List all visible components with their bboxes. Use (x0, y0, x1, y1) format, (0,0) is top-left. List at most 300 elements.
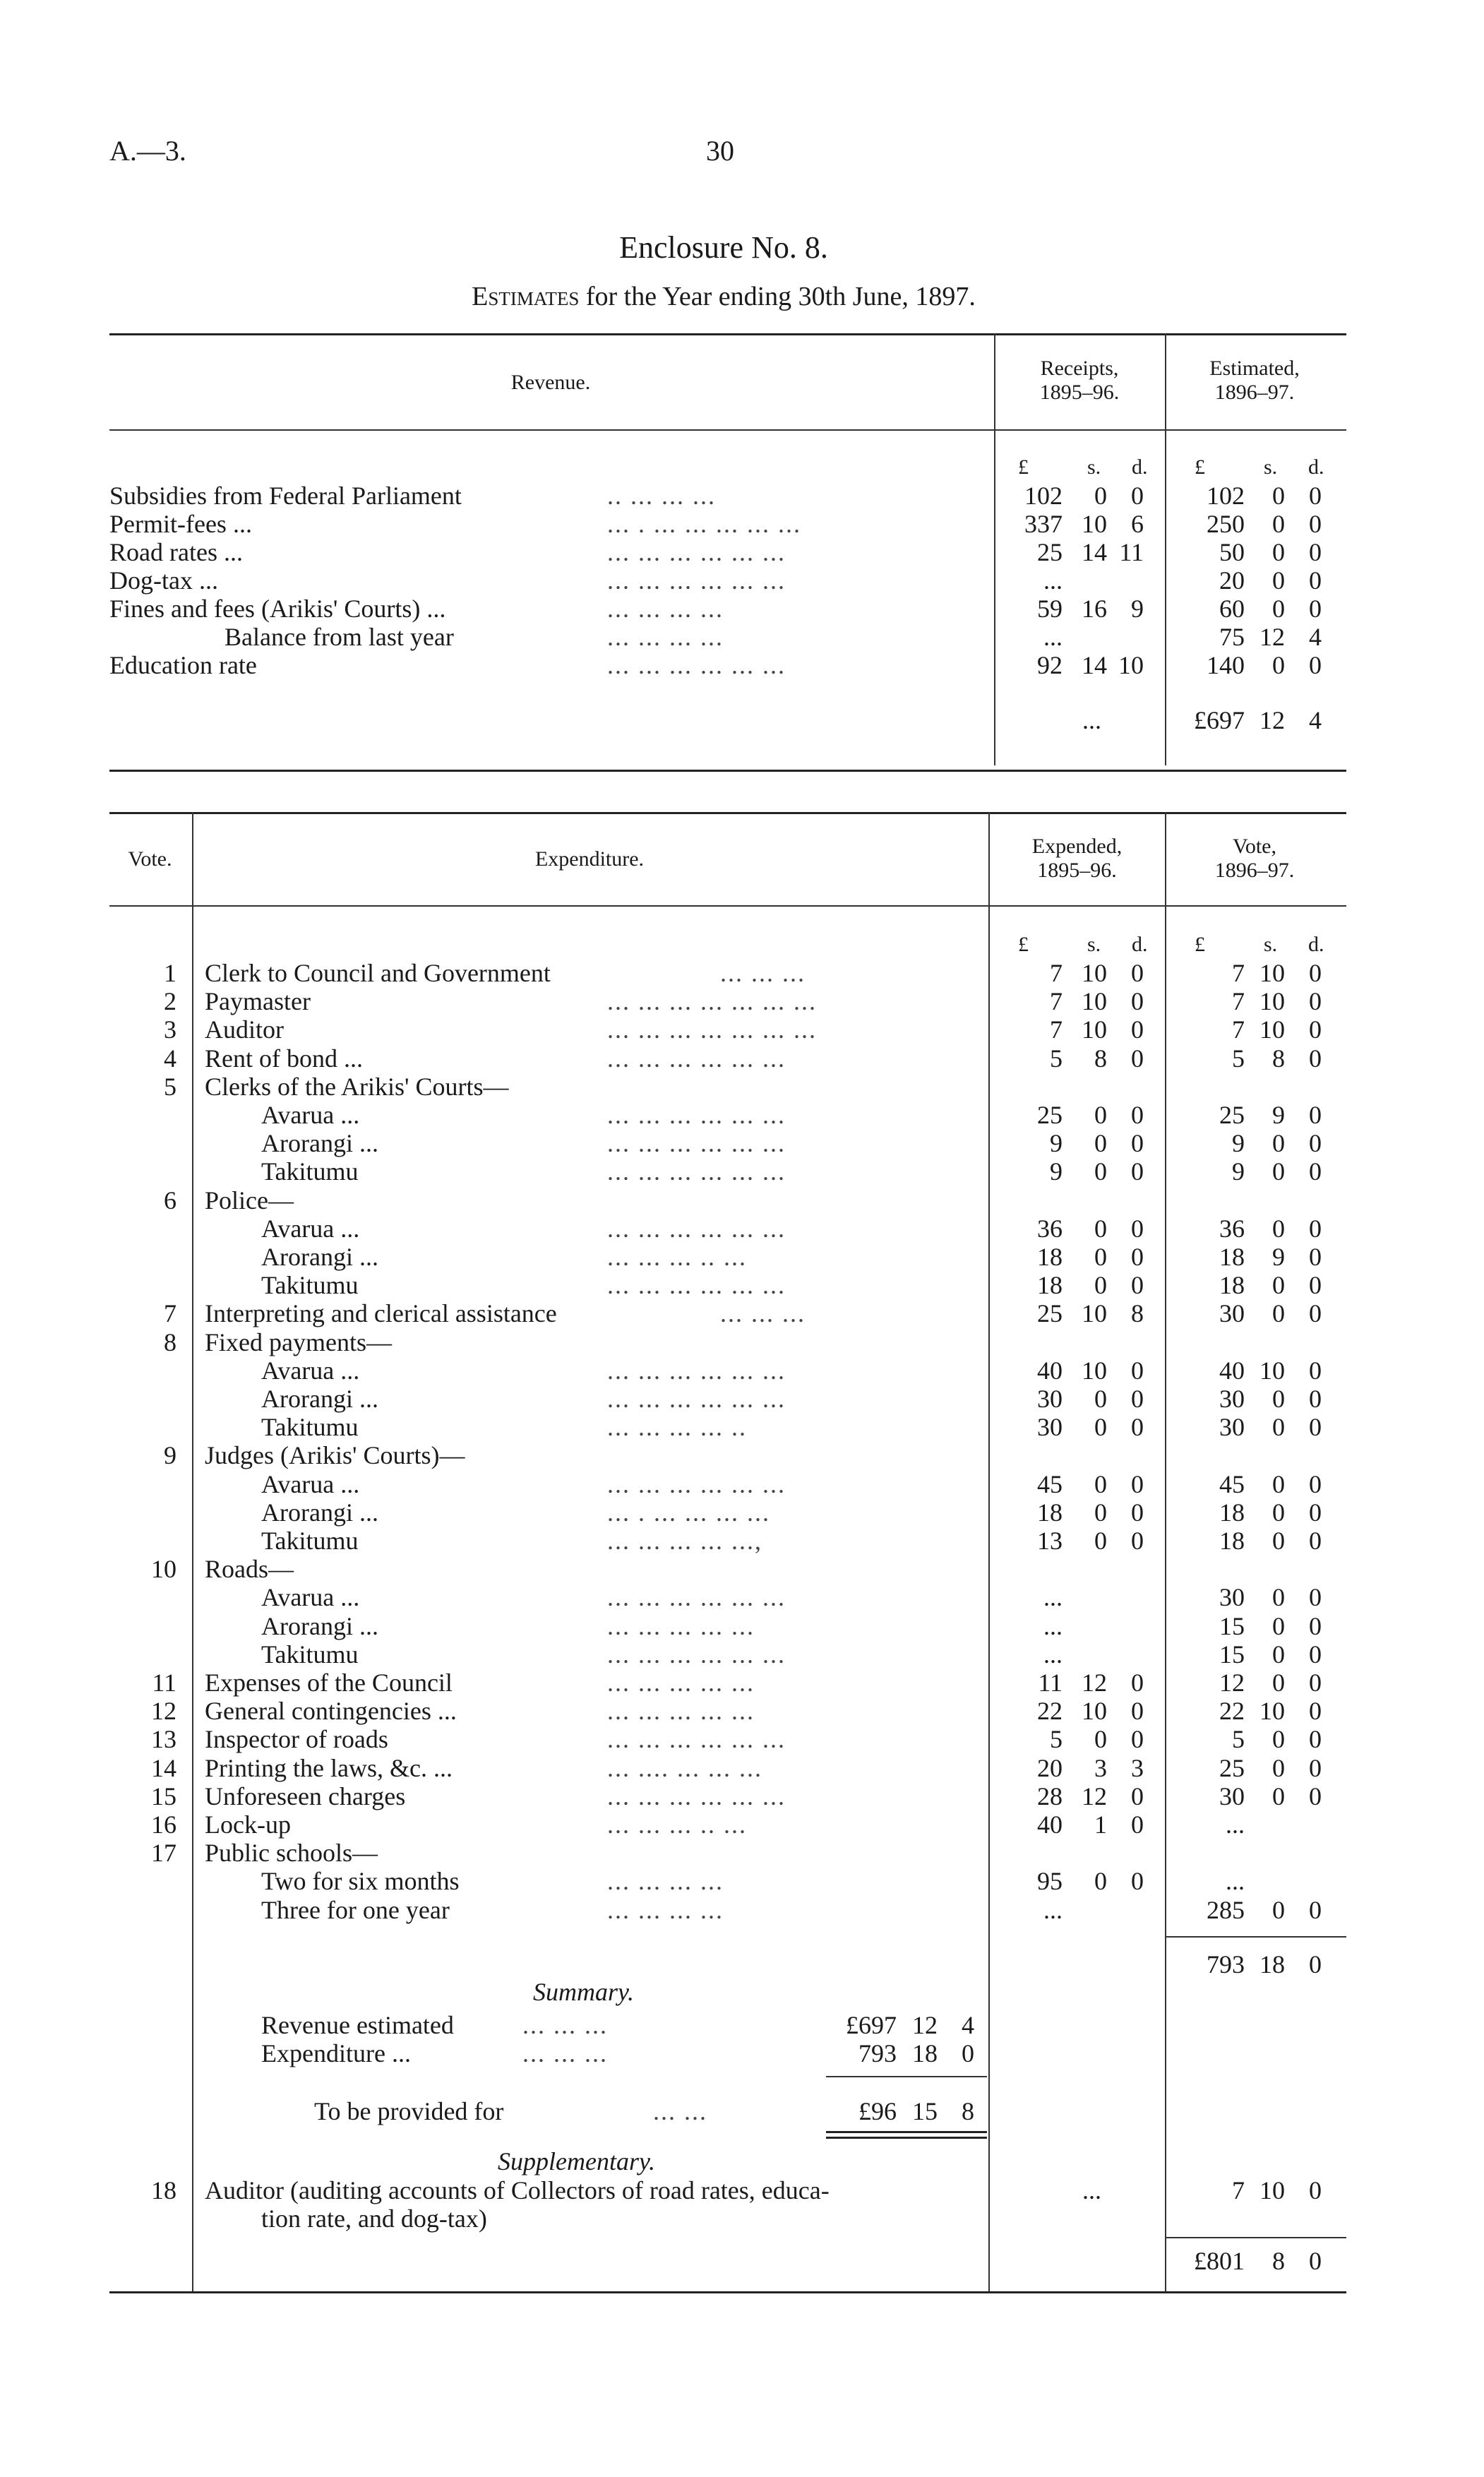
expended-pounds: 13 (1037, 1527, 1063, 1555)
estimated-pence: 0 (1309, 566, 1322, 595)
vote-pounds: 40 (1219, 1356, 1245, 1385)
receipts-pounds: 25 (1037, 538, 1063, 566)
row-label: Fines and fees (Arikis' Courts) ... (109, 595, 446, 623)
expended-pence: 0 (1131, 1214, 1144, 1243)
row-leader-dots: ... ... ... ... ... (607, 1612, 755, 1640)
grand-total-row (0, 2247, 1484, 2275)
vote-pence: 0 (1309, 1725, 1322, 1753)
vote-number: 8 (164, 1328, 176, 1356)
vote-pence: 0 (1309, 1527, 1322, 1555)
expended-shillings: 0 (1094, 1470, 1107, 1498)
table-row (0, 1470, 1484, 1498)
vote-shillings: 0 (1272, 1157, 1285, 1186)
vote-number: 6 (164, 1186, 176, 1214)
expended-pounds: 30 (1037, 1413, 1063, 1441)
receipts-shillings: 14 (1082, 538, 1107, 566)
row-leader-dots: ... ... ... ... ... ... (607, 1640, 786, 1669)
table-row (0, 1214, 1484, 1243)
row-label: Clerks of the Arikis' Courts— (205, 1073, 509, 1101)
expended-pounds: 40 (1037, 1356, 1063, 1385)
vote-total-row (0, 1950, 1484, 1978)
vote-shillings: 0 (1272, 1896, 1285, 1924)
vote-shillings: 0 (1272, 1527, 1285, 1555)
estimated-shillings: 0 (1272, 538, 1285, 566)
vote-header: Vote. (128, 847, 172, 871)
row-leader-dots: ... ... ... ... ... (607, 1669, 755, 1697)
estimated-pence: 0 (1309, 595, 1322, 623)
estimated-pounds: 250 (1207, 510, 1245, 538)
expended-pounds: 22 (1037, 1697, 1063, 1725)
vote-number: 17 (151, 1839, 176, 1867)
table-row (0, 510, 1484, 538)
expended-pence: 0 (1131, 1810, 1144, 1839)
row-label: Takitumu (261, 1157, 359, 1186)
expended-shillings: 10 (1082, 987, 1107, 1015)
receipts-pounds: 102 (1024, 482, 1063, 510)
summary-label: Expenditure ... (261, 2039, 411, 2067)
vote-pence: 0 (1309, 1385, 1322, 1413)
vote-shillings: 0 (1272, 1299, 1285, 1327)
expended-pounds: ... (1043, 1896, 1063, 1924)
vote-pence: 0 (1309, 959, 1322, 987)
estimated-shillings: 0 (1272, 510, 1285, 538)
vote-pence: 0 (1309, 1356, 1322, 1385)
expended-shillings: 1 (1094, 1810, 1107, 1839)
expended-pounds: 25 (1037, 1101, 1063, 1129)
row-label: Avarua ... (261, 1214, 360, 1243)
expended-pounds: 28 (1037, 1782, 1063, 1810)
revenue-total-row (0, 706, 1484, 734)
vote-shillings: 0 (1272, 1214, 1285, 1243)
revenue-col1-header-line1: Receipts, (1040, 357, 1119, 380)
expended-shillings: 0 (1094, 1271, 1107, 1299)
vote-pounds: 18 (1219, 1498, 1245, 1527)
supplementary-row (0, 2176, 1484, 2204)
expended-pounds: 40 (1037, 1810, 1063, 1839)
vote-pence: 0 (1309, 987, 1322, 1015)
expenditure-col2-header-line2: 1896–97. (1214, 859, 1295, 882)
table-row (0, 538, 1484, 566)
vote-pounds: 25 (1219, 1754, 1245, 1782)
table-row (0, 1186, 1484, 1214)
estimated-pounds: 20 (1219, 566, 1245, 595)
lsd-pence: d. (1308, 933, 1324, 956)
vote-pence: 0 (1309, 1640, 1322, 1669)
expended-shillings: 0 (1094, 1867, 1107, 1895)
vote-shillings: 0 (1272, 1129, 1285, 1157)
expended-shillings: 10 (1082, 1356, 1107, 1385)
vote-pence: 0 (1309, 1754, 1322, 1782)
revenue-col2-header-line2: 1896–97. (1214, 381, 1295, 404)
vote-pence: 0 (1309, 1612, 1322, 1640)
page-reference: A.—3. (109, 135, 186, 167)
vote-pence: 0 (1309, 1896, 1322, 1924)
row-leader-dots: ... ... ... .. ... (607, 1243, 747, 1271)
row-leader-dots: ... ... ... ... ... ... (607, 538, 786, 566)
lsd-pence: d. (1132, 933, 1148, 956)
revenue-total-pounds: £697 (1194, 706, 1245, 734)
lsd-shillings: s. (1087, 455, 1101, 479)
revenue-total-shillings: 12 (1259, 706, 1285, 734)
vote-number: 11 (152, 1669, 176, 1697)
expenditure-col1-header (991, 835, 1163, 883)
summary-provided-row (0, 2097, 1484, 2125)
estimated-pounds: 75 (1219, 623, 1245, 651)
estimated-shillings: 12 (1259, 623, 1285, 651)
vote-pence: 0 (1309, 1243, 1322, 1271)
expended-pence: 0 (1131, 1044, 1144, 1073)
vote-pence: 0 (1309, 1299, 1322, 1327)
vote-shillings: 10 (1259, 959, 1285, 987)
grand-total-pounds: £801 (1194, 2247, 1245, 2275)
expended-pence: 0 (1131, 1129, 1144, 1157)
vote-pence: 0 (1309, 1044, 1322, 1073)
row-label: Two for six months (261, 1867, 460, 1895)
vote-pounds: 18 (1219, 1527, 1245, 1555)
vote-shillings: 0 (1272, 1470, 1285, 1498)
row-label: Arorangi ... (261, 1385, 378, 1413)
row-leader-dots: .. ... ... ... (607, 482, 716, 510)
summary-row-expenditure (0, 2039, 1484, 2067)
expended-shillings: 0 (1094, 1413, 1107, 1441)
lsd-pence: d. (1132, 455, 1148, 479)
summary-row-revenue (0, 2011, 1484, 2039)
vote-number: 15 (151, 1782, 176, 1810)
row-leader-dots: ... ... ... ... ... ... (607, 1271, 786, 1299)
expended-shillings: 0 (1094, 1243, 1107, 1271)
row-leader-dots: ... ... ... ... .. (607, 1413, 747, 1441)
supplementary-pounds: 7 (1232, 2176, 1245, 2204)
page-subtitle (0, 281, 1447, 312)
expended-pence: 0 (1131, 1157, 1144, 1186)
table-row (0, 1385, 1484, 1413)
expenditure-top-rule (109, 812, 1346, 814)
expended-pounds: 9 (1050, 1129, 1063, 1157)
vote-pounds: 30 (1219, 1385, 1245, 1413)
expended-pence: 0 (1131, 1271, 1144, 1299)
vote-shillings: 0 (1272, 1640, 1285, 1669)
vote-pence: 0 (1309, 1498, 1322, 1527)
row-leader-dots: ... ... ... ... ... ... (607, 1782, 786, 1810)
table-row (0, 1583, 1484, 1611)
expended-shillings: 0 (1094, 1498, 1107, 1527)
receipts-pence: 10 (1118, 651, 1144, 679)
vote-shillings: 0 (1272, 1782, 1285, 1810)
vote-pence: 0 (1309, 1214, 1322, 1243)
expended-shillings: 0 (1094, 1129, 1107, 1157)
vote-shillings: 10 (1259, 987, 1285, 1015)
expended-pounds: 7 (1050, 1015, 1063, 1044)
estimated-pounds: 60 (1219, 595, 1245, 623)
vote-pence: 0 (1309, 1271, 1322, 1299)
expended-pounds: ... (1043, 1612, 1063, 1640)
lsd-pounds: £ (1018, 933, 1029, 956)
revenue-col1-header-line2: 1895–96. (1039, 381, 1120, 404)
expenditure-col2-header (1166, 835, 1343, 883)
table-row (0, 1896, 1484, 1924)
revenue-top-rule (109, 333, 1346, 335)
expended-pence: 0 (1131, 1015, 1144, 1044)
table-row (0, 1527, 1484, 1555)
row-label: Dog-tax ... (109, 566, 218, 595)
expenditure-header-rule (109, 905, 1346, 907)
expended-shillings: 12 (1082, 1782, 1107, 1810)
row-leader-dots: ... ... ... ... (607, 1867, 724, 1895)
summary-pounds: £697 (846, 2011, 897, 2039)
summary-shillings: 18 (912, 2039, 938, 2067)
expended-pounds: 30 (1037, 1385, 1063, 1413)
receipts-pounds: 337 (1024, 510, 1063, 538)
subtitle-rest: for the Year ending 30th June, 1897. (585, 282, 976, 311)
receipts-pence: 6 (1131, 510, 1144, 538)
summary-dots: ... ... ... (522, 2039, 608, 2067)
vote-shillings: 0 (1272, 1725, 1285, 1753)
expenditure-header: Expenditure. (534, 847, 645, 871)
supplementary-row-2 (0, 2204, 1484, 2233)
row-leader-dots: ... ... ... (720, 1299, 806, 1327)
lsd-shillings: s. (1264, 933, 1278, 956)
row-label: Police— (205, 1186, 294, 1214)
row-leader-dots: ... ... ... ... ... (607, 1697, 755, 1725)
vote-pounds: 15 (1219, 1640, 1245, 1669)
table-row (0, 987, 1484, 1015)
revenue-total-receipts: ... (1082, 706, 1101, 734)
lsd-pounds: £ (1195, 455, 1205, 479)
row-label: Takitumu (261, 1271, 359, 1299)
expended-pounds: 45 (1037, 1470, 1063, 1498)
table-row (0, 1413, 1484, 1441)
row-label: Public schools— (205, 1839, 378, 1867)
receipts-pounds: ... (1043, 623, 1063, 651)
vote-pounds: ... (1226, 1810, 1245, 1839)
expended-pounds: 95 (1037, 1867, 1063, 1895)
table-row (0, 1356, 1484, 1385)
row-label: Rent of bond ... (205, 1044, 363, 1073)
expended-pence: 0 (1131, 1356, 1144, 1385)
expended-pounds: 25 (1037, 1299, 1063, 1327)
vote-pence: 0 (1309, 1583, 1322, 1611)
vote-shillings: 0 (1272, 1612, 1285, 1640)
row-label: Paymaster (205, 987, 311, 1015)
estimated-shillings: 0 (1272, 651, 1285, 679)
estimated-shillings: 0 (1272, 566, 1285, 595)
expended-pence: 0 (1131, 987, 1144, 1015)
row-label: Avarua ... (261, 1356, 360, 1385)
table-row (0, 1101, 1484, 1129)
table-row (0, 1669, 1484, 1697)
supplementary-shillings: 10 (1259, 2176, 1285, 2204)
row-label: Takitumu (261, 1640, 359, 1669)
receipts-pence: 0 (1131, 482, 1144, 510)
table-row (0, 1810, 1484, 1839)
row-leader-dots: ... ... ... ... ... ... (607, 1101, 786, 1129)
estimated-pence: 0 (1309, 538, 1322, 566)
expended-pence: 0 (1131, 1470, 1144, 1498)
estimated-pence: 0 (1309, 482, 1322, 510)
estimated-pounds: 140 (1207, 651, 1245, 679)
row-leader-dots: ... ... ... (720, 959, 806, 987)
row-label: Education rate (109, 651, 257, 679)
vote-number: 2 (164, 987, 176, 1015)
vote-pence: 0 (1309, 1157, 1322, 1186)
receipts-pence: 11 (1119, 538, 1144, 566)
vote-pounds: 30 (1219, 1782, 1245, 1810)
receipts-shillings: 0 (1094, 482, 1107, 510)
row-leader-dots: ... ... ... ... ... ... (607, 566, 786, 595)
vote-pounds: 12 (1219, 1669, 1245, 1697)
row-leader-dots: ... ... ... ... ... ... (607, 1129, 786, 1157)
vote-pounds: 25 (1219, 1101, 1245, 1129)
expended-shillings: 0 (1094, 1101, 1107, 1129)
table-row (0, 1498, 1484, 1527)
row-label: Avarua ... (261, 1583, 360, 1611)
table-row (0, 1697, 1484, 1725)
revenue-header: Revenue. (510, 371, 591, 394)
row-label: Balance from last year (225, 623, 454, 651)
table-row (0, 651, 1484, 679)
expended-pounds: 36 (1037, 1214, 1063, 1243)
table-row (0, 1044, 1484, 1073)
expended-pounds: 9 (1050, 1157, 1063, 1186)
row-leader-dots: ... ... ... ... ... ... ... (607, 1015, 817, 1044)
revenue-lsd-row (0, 453, 1484, 482)
vote-number: 7 (164, 1299, 176, 1327)
vote-total-pence: 0 (1309, 1950, 1322, 1978)
provided-dots: ... ... (653, 2097, 707, 2125)
vote-pounds: 30 (1219, 1413, 1245, 1441)
expended-pence: 8 (1131, 1299, 1144, 1327)
row-leader-dots: ... ... ... ... ... ... ... (607, 987, 817, 1015)
receipts-pounds: 92 (1037, 651, 1063, 679)
estimated-pounds: 50 (1219, 538, 1245, 566)
revenue-col1-header (995, 357, 1163, 405)
table-row (0, 959, 1484, 987)
vote-shillings: 0 (1272, 1385, 1285, 1413)
vote-pounds: 7 (1232, 959, 1245, 987)
expended-pounds: 7 (1050, 959, 1063, 987)
revenue-col2-header-line1: Estimated, (1209, 357, 1300, 380)
table-row (0, 1271, 1484, 1299)
row-label: Inspector of roads (205, 1725, 388, 1753)
vote-shillings: 0 (1272, 1669, 1285, 1697)
row-label: Avarua ... (261, 1470, 360, 1498)
expended-pence: 0 (1131, 1101, 1144, 1129)
page-number: 30 (706, 135, 734, 167)
row-leader-dots: ... ... ... ... ... ... (607, 1214, 786, 1243)
vote-pounds: 5 (1232, 1725, 1245, 1753)
expended-pounds: ... (1043, 1640, 1063, 1669)
vote-shillings: 0 (1272, 1754, 1285, 1782)
lsd-pounds: £ (1018, 455, 1029, 479)
expended-pounds: ... (1043, 1583, 1063, 1611)
expended-pounds: 20 (1037, 1754, 1063, 1782)
lsd-shillings: s. (1087, 933, 1101, 956)
vote-shillings: 8 (1272, 1044, 1285, 1073)
vote-pence: 0 (1309, 1413, 1322, 1441)
receipts-shillings: 10 (1082, 510, 1107, 538)
expended-shillings: 10 (1082, 1697, 1107, 1725)
row-label: Arorangi ... (261, 1129, 378, 1157)
vote-pence: 0 (1309, 1782, 1322, 1810)
vote-subtotal-rule (1165, 1936, 1346, 1938)
expended-pounds: 5 (1050, 1044, 1063, 1073)
row-label: General contingencies ... (205, 1697, 457, 1725)
row-leader-dots: ... ... ... ... (607, 595, 724, 623)
expended-pounds: 18 (1037, 1498, 1063, 1527)
vote-number: 12 (151, 1697, 176, 1725)
expended-shillings: 10 (1082, 1299, 1107, 1327)
row-label: Arorangi ... (261, 1498, 378, 1527)
row-leader-dots: ... ... ... ... ..., (607, 1527, 762, 1555)
table-row (0, 1015, 1484, 1044)
vote-pounds: 36 (1219, 1214, 1245, 1243)
row-leader-dots: ... . ... ... ... ... ... (607, 510, 801, 538)
expenditure-bottom-rule (109, 2291, 1346, 2293)
vote-pounds: 30 (1219, 1299, 1245, 1327)
row-leader-dots: ... ... ... .. ... (607, 1810, 747, 1839)
expended-pence: 0 (1131, 1527, 1144, 1555)
vote-number: 10 (151, 1555, 176, 1583)
receipts-pounds: ... (1043, 566, 1063, 595)
row-label: Fixed payments— (205, 1328, 392, 1356)
row-label: Takitumu (261, 1527, 359, 1555)
table-row (0, 566, 1484, 595)
row-label: Road rates ... (109, 538, 243, 566)
expended-shillings: 8 (1094, 1044, 1107, 1073)
expended-pence: 0 (1131, 1669, 1144, 1697)
row-label: Subsidies from Federal Parliament (109, 482, 462, 510)
vote-pounds: 15 (1219, 1612, 1245, 1640)
row-leader-dots: ... ... ... ... ... ... (607, 1725, 786, 1753)
vote-pence: 0 (1309, 1470, 1322, 1498)
vote-pounds: 9 (1232, 1129, 1245, 1157)
provided-label: To be provided for (314, 2097, 504, 2125)
summary-rule (826, 2076, 987, 2077)
row-label: Expenses of the Council (205, 1669, 453, 1697)
supplementary-line1: Auditor (auditing accounts of Collectors of road rates, educa- (205, 2176, 830, 2204)
vote-shillings: 0 (1272, 1271, 1285, 1299)
vote-shillings: 10 (1259, 1356, 1285, 1385)
row-leader-dots: ... .... ... ... ... (607, 1754, 762, 1782)
vote-pence: 0 (1309, 1129, 1322, 1157)
lsd-pounds: £ (1195, 933, 1205, 956)
summary-pence: 4 (962, 2011, 974, 2039)
expended-pounds: 18 (1037, 1243, 1063, 1271)
vote-number: 1 (164, 959, 176, 987)
row-leader-dots: ... ... ... ... (607, 1896, 724, 1924)
vote-pounds: ... (1226, 1867, 1245, 1895)
expended-shillings: 10 (1082, 959, 1107, 987)
row-leader-dots: ... ... ... ... ... ... (607, 1583, 786, 1611)
vote-number: 18 (151, 2176, 176, 2204)
row-label: Three for one year (261, 1896, 450, 1924)
row-label: Judges (Arikis' Courts)— (205, 1441, 465, 1469)
row-leader-dots: ... ... ... ... ... ... (607, 1385, 786, 1413)
vote-shillings: 9 (1272, 1101, 1285, 1129)
vote-number: 5 (164, 1073, 176, 1101)
vote-number: 13 (151, 1725, 176, 1753)
row-label: Permit-fees ... (109, 510, 252, 538)
table-row (0, 1612, 1484, 1640)
supplementary-expended: ... (1082, 2176, 1101, 2204)
provided-shillings: 15 (912, 2097, 938, 2125)
row-label: Arorangi ... (261, 1243, 378, 1271)
expended-pounds: 7 (1050, 987, 1063, 1015)
estimated-pence: 4 (1309, 623, 1322, 651)
table-row (0, 1839, 1484, 1867)
table-row (0, 623, 1484, 651)
expended-shillings: 0 (1094, 1527, 1107, 1555)
